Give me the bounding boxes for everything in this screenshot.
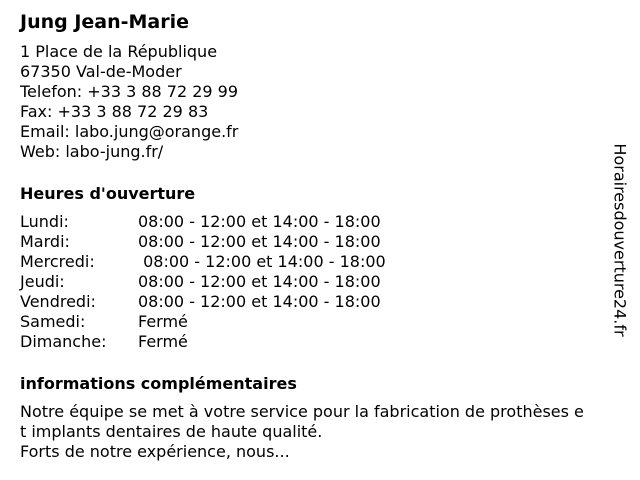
watermark-text: Horairesdouverture24.fr (611, 143, 631, 337)
description-line: Forts de notre expérience, nous... (20, 442, 290, 461)
hours-row-mardi (20, 232, 632, 252)
phone-line: Telefon: +33 3 88 72 29 99 (20, 82, 239, 101)
hours-row-dimanche (20, 332, 632, 352)
description-line: t implants dentaires de haute qualité. (20, 422, 323, 441)
hours-row-vendredi (20, 292, 632, 312)
opening-hours-list (20, 212, 632, 352)
hours-value: Fermé (138, 312, 188, 331)
hours-row-samedi (20, 312, 632, 332)
hours-value: 08:00 - 12:00 et 14:00 - 18:00 (138, 212, 381, 231)
hours-day: Vendredi: (20, 292, 96, 311)
additional-info-text (20, 402, 632, 462)
description-line: Notre équipe se met à votre service pour la fabrication de prothèses e (20, 402, 584, 421)
hours-value: 08:00 - 12:00 et 14:00 - 18:00 (138, 292, 381, 311)
hours-row-lundi (20, 212, 632, 232)
hours-day: Samedi: (20, 312, 86, 331)
web-line: Web: labo-jung.fr/ (20, 142, 164, 161)
address-line-1: 1 Place de la République (20, 42, 218, 61)
opening-hours-title: Heures d'ouverture (20, 184, 196, 203)
hours-row-jeudi (20, 272, 632, 292)
hours-value: Fermé (138, 332, 188, 351)
hours-day: Mercredi: (20, 252, 95, 271)
address-line-2: 67350 Val-de-Moder (20, 62, 182, 81)
fax-line: Fax: +33 3 88 72 29 83 (20, 102, 209, 121)
business-name: Jung Jean-Marie (20, 11, 190, 33)
hours-day: Mardi: (20, 232, 70, 251)
hours-value: 08:00 - 12:00 et 14:00 - 18:00 (138, 232, 381, 251)
hours-value: 08:00 - 12:00 et 14:00 - 18:00 (138, 252, 386, 271)
hours-value: 08:00 - 12:00 et 14:00 - 18:00 (138, 272, 381, 291)
additional-info-title: informations complémentaires (20, 374, 297, 393)
hours-day: Dimanche: (20, 332, 107, 351)
email-line: Email: labo.jung@orange.fr (20, 122, 239, 141)
hours-row-mercredi (20, 252, 632, 272)
hours-day: Jeudi: (20, 272, 65, 291)
business-card (20, 10, 632, 462)
hours-day: Lundi: (20, 212, 69, 231)
site-watermark (598, 134, 640, 346)
